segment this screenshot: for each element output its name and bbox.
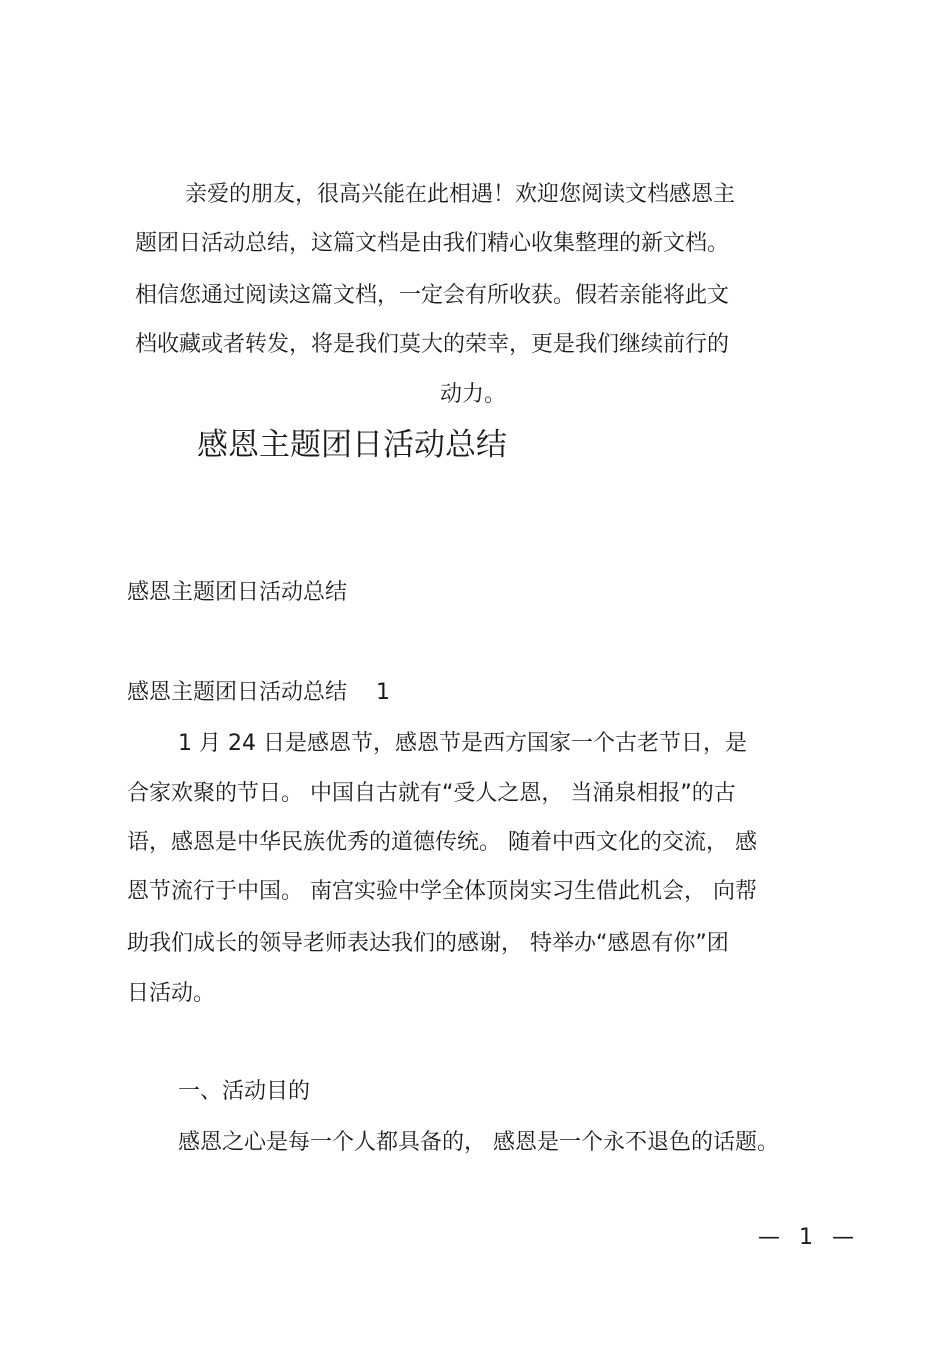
para1-line-4: 恩节流行于中国。 南宫实验中学全体顶岗实习生借此机会， 向帮 [127,879,757,904]
section-heading: 感恩主题团日活动总结 1 [127,680,390,705]
document-subtitle: 感恩主题团日活动总结 [127,580,348,605]
intro-line-3: 相信您通过阅读这篇文档，一定会有所收获。假若亲能将此文 [135,283,730,308]
para1-line-2: 合家欢聚的节日。 中国自古就有“受人之恩， 当涌泉相报”的古 [127,781,736,806]
document-title: 感恩主题团日活动总结 [197,427,507,463]
intro-line-4: 档收藏或者转发，将是我们莫大的荣幸，更是我们继续前行的 [135,332,730,357]
para1-line-5: 助我们成长的领导老师表达我们的感谢， 特举办“感恩有你”团 [127,931,729,956]
intro-line-5: 动力。 [440,382,507,407]
para1-line-1: 1 月 24 日是感恩节，感恩节是西方国家一个古老节日，是 [178,731,747,756]
para2-line-1: 感恩之心是每一个人都具备的， 感恩是一个永不退色的话题。 [178,1130,779,1155]
para1-line-3: 语，感恩是中华民族优秀的道德传统。 随着中西文化的交流， 感 [127,830,757,855]
heading-activity-purpose: 一、活动目的 [178,1079,311,1104]
intro-line-1: 亲爱的朋友，很高兴能在此相遇！欢迎您阅读文档感恩主 [185,182,736,207]
intro-line-2: 题团日活动总结，这篇文档是由我们精心收集整理的新文档。 [135,231,730,256]
page-number: — 1 — [758,1225,860,1250]
para1-line-6: 日活动。 [127,981,216,1006]
